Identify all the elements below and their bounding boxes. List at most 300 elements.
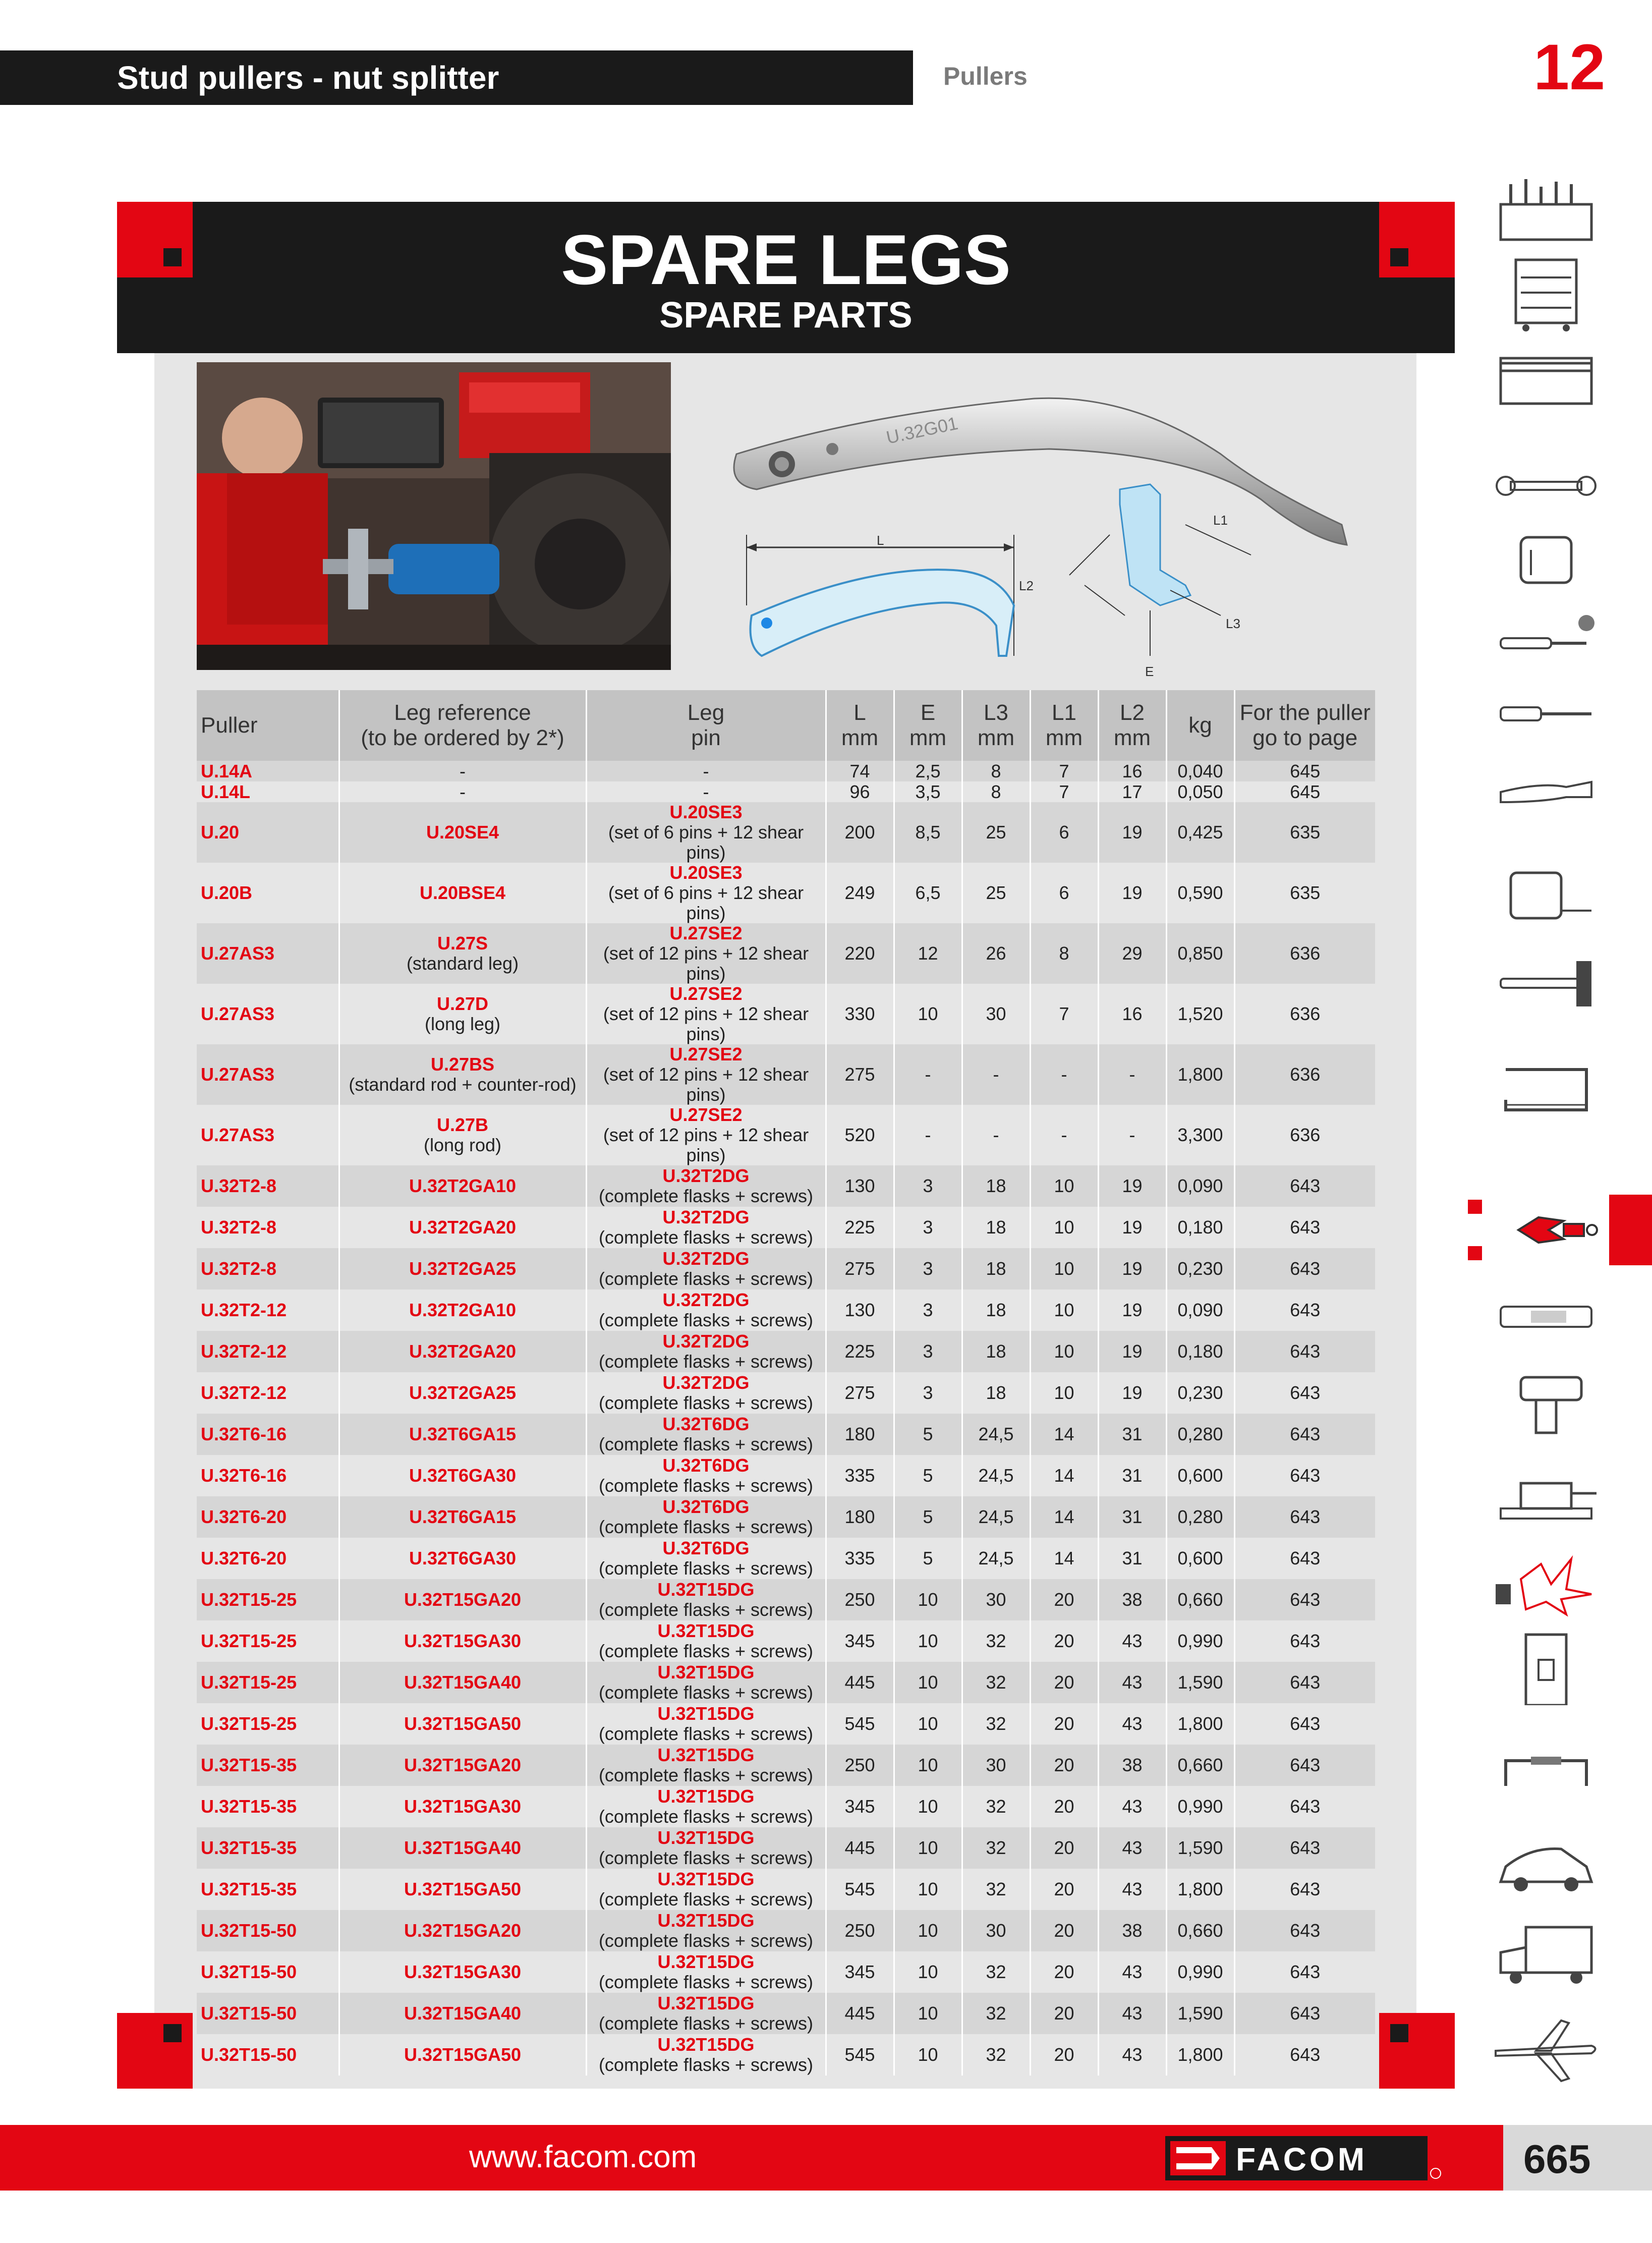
cell-l2: 43: [1098, 1620, 1166, 1662]
cell-leg-reference: U.32T15GA50: [339, 1869, 586, 1910]
cell-l: 330: [826, 984, 894, 1044]
cell-l: 545: [826, 1869, 894, 1910]
cell-leg-reference: -: [339, 761, 586, 781]
cell-leg-pin: U.32T15DG (complete flasks + screws): [586, 1951, 826, 1993]
cell-kg: 1,800: [1166, 1703, 1234, 1745]
cell-l1: 14: [1030, 1455, 1098, 1496]
truck-icon[interactable]: [1491, 1917, 1602, 1993]
table-row: [197, 1331, 1375, 1372]
cell-page: 643: [1234, 1910, 1375, 1951]
ratchet-icon[interactable]: [1491, 598, 1602, 674]
cell-l: 345: [826, 1786, 894, 1827]
cell-l1: 10: [1030, 1248, 1098, 1289]
cell-leg-pin: U.32T6DG (complete flasks + screws): [586, 1538, 826, 1579]
cell-leg-pin: -: [586, 761, 826, 781]
cell-l3: 18: [962, 1207, 1030, 1248]
cell-l1: 20: [1030, 1786, 1098, 1827]
cell-e: 6,5: [894, 863, 962, 923]
cell-kg: 0,090: [1166, 1165, 1234, 1207]
cell-l3: 30: [962, 1910, 1030, 1951]
cell-puller: U.14A: [197, 761, 339, 781]
table-header-row: [197, 690, 1375, 761]
cell-l: 220: [826, 923, 894, 984]
cell-page: 636: [1234, 923, 1375, 984]
cell-puller: U.14L: [197, 781, 339, 802]
cell-e: 10: [894, 1869, 962, 1910]
cell-leg-reference: U.32T15GA20: [339, 1579, 586, 1620]
brand-name: FACOM: [1236, 2141, 1368, 2177]
tool-box-icon[interactable]: [1491, 343, 1602, 419]
cell-page: 643: [1234, 1993, 1375, 2034]
cell-l: 445: [826, 1827, 894, 1869]
cell-puller: U.32T2-8: [197, 1207, 339, 1248]
leg-marking: U.32G01: [884, 412, 960, 448]
cell-l: 545: [826, 1703, 894, 1745]
cell-e: 3: [894, 1207, 962, 1248]
cell-kg: 1,590: [1166, 1827, 1234, 1869]
cell-leg-reference: U.27S (standard leg): [339, 923, 586, 984]
cell-l1: 20: [1030, 1662, 1098, 1703]
cell-puller: U.32T2-8: [197, 1165, 339, 1207]
cell-l3: 24,5: [962, 1496, 1030, 1538]
cell-page: 643: [1234, 1207, 1375, 1248]
cell-l: 250: [826, 1910, 894, 1951]
cell-l: 335: [826, 1455, 894, 1496]
tool-assortment-icon[interactable]: [1491, 174, 1602, 250]
cell-l2: 43: [1098, 1951, 1166, 1993]
cell-l3: 24,5: [962, 1414, 1030, 1455]
cell-puller: U.32T2-8: [197, 1248, 339, 1289]
cell-leg-pin: U.32T2DG (complete flasks + screws): [586, 1289, 826, 1331]
cell-leg-reference: U.27BS (standard rod + counter-rod): [339, 1044, 586, 1105]
cell-leg-reference: U.32T15GA30: [339, 1786, 586, 1827]
cell-puller: U.32T2-12: [197, 1289, 339, 1331]
cell-leg-reference: U.32T15GA30: [339, 1951, 586, 1993]
cell-l3: 8: [962, 761, 1030, 781]
cell-kg: 0,600: [1166, 1455, 1234, 1496]
cell-page: 645: [1234, 761, 1375, 781]
cell-l: 225: [826, 1331, 894, 1372]
cell-puller: U.32T15-50: [197, 1951, 339, 1993]
cell-e: 8,5: [894, 802, 962, 863]
cell-puller: U.32T15-25: [197, 1620, 339, 1662]
table-row: [197, 1993, 1375, 2034]
cell-puller: U.27AS3: [197, 984, 339, 1044]
cell-l1: 14: [1030, 1414, 1098, 1455]
cell-l1: 6: [1030, 863, 1098, 923]
cell-e: 5: [894, 1538, 962, 1579]
col-kg: kg: [1166, 690, 1234, 761]
cell-l3: 8: [962, 781, 1030, 802]
cell-puller: U.32T2-12: [197, 1372, 339, 1414]
cell-kg: 0,040: [1166, 761, 1234, 781]
table-row: [197, 863, 1375, 923]
cell-l2: 31: [1098, 1455, 1166, 1496]
cell-page: 643: [1234, 1455, 1375, 1496]
table-row: [197, 984, 1375, 1044]
cell-kg: 0,230: [1166, 1248, 1234, 1289]
cell-l: 275: [826, 1044, 894, 1105]
cell-e: 10: [894, 984, 962, 1044]
page-number: 665: [1523, 2137, 1591, 2181]
cell-l2: 31: [1098, 1538, 1166, 1579]
cell-page: 643: [1234, 1289, 1375, 1331]
cell-e: 3: [894, 1331, 962, 1372]
cell-l: 130: [826, 1165, 894, 1207]
cell-l3: 24,5: [962, 1455, 1030, 1496]
cell-l3: 32: [962, 1662, 1030, 1703]
table-row: [197, 1165, 1375, 1207]
cell-l3: -: [962, 1105, 1030, 1165]
cell-page: 636: [1234, 984, 1375, 1044]
cell-leg-reference: U.32T15GA30: [339, 1620, 586, 1662]
col-L2: L2 mm: [1098, 690, 1166, 761]
hacksaw-icon[interactable]: [1491, 1049, 1602, 1125]
cell-kg: 0,660: [1166, 1579, 1234, 1620]
cell-leg-pin: U.32T15DG (complete flasks + screws): [586, 1993, 826, 2034]
torque-tester-icon[interactable]: [1491, 1276, 1602, 1352]
cell-e: 10: [894, 1786, 962, 1827]
cell-leg-pin: U.32T15DG (complete flasks + screws): [586, 1620, 826, 1662]
cell-leg-pin: U.32T15DG (complete flasks + screws): [586, 1579, 826, 1620]
cell-leg-reference: -: [339, 781, 586, 802]
cell-kg: 0,280: [1166, 1496, 1234, 1538]
cell-e: 10: [894, 1951, 962, 1993]
cell-kg: 0,990: [1166, 1786, 1234, 1827]
screwdriver-icon[interactable]: [1491, 676, 1602, 752]
cell-puller: U.32T6-16: [197, 1414, 339, 1455]
cell-puller: U.32T6-16: [197, 1455, 339, 1496]
cell-page: 643: [1234, 1165, 1375, 1207]
table-row: [197, 1496, 1375, 1538]
cell-page: 643: [1234, 1248, 1375, 1289]
cell-puller: U.32T15-50: [197, 2034, 339, 2076]
table-row: [197, 761, 1375, 781]
cell-puller: U.32T15-50: [197, 1993, 339, 2034]
cell-page: 643: [1234, 1869, 1375, 1910]
cell-leg-pin: -: [586, 781, 826, 802]
cell-puller: U.32T6-20: [197, 1496, 339, 1538]
cell-page: 643: [1234, 1662, 1375, 1703]
cell-l1: 6: [1030, 802, 1098, 863]
table-row: [197, 1579, 1375, 1620]
cell-l: 249: [826, 863, 894, 923]
cell-e: 10: [894, 1827, 962, 1869]
tape-measure-icon[interactable]: [1491, 853, 1602, 928]
cell-page: 635: [1234, 802, 1375, 863]
col-page: For the puller go to page: [1234, 690, 1375, 761]
cell-page: 635: [1234, 863, 1375, 923]
cell-l2: 19: [1098, 1248, 1166, 1289]
cell-puller: U.32T15-25: [197, 1703, 339, 1745]
cell-page: 643: [1234, 1703, 1375, 1745]
cell-l3: 32: [962, 2034, 1030, 2076]
cell-puller: U.27AS3: [197, 923, 339, 984]
cell-e: 10: [894, 1703, 962, 1745]
cell-leg-reference: U.32T2GA25: [339, 1248, 586, 1289]
cell-l3: 25: [962, 802, 1030, 863]
active-category-marker: [1463, 1195, 1652, 1265]
cell-e: 3,5: [894, 781, 962, 802]
cell-kg: 0,590: [1166, 863, 1234, 923]
cell-l2: 38: [1098, 1579, 1166, 1620]
cell-e: 10: [894, 1993, 962, 2034]
cell-e: 10: [894, 1910, 962, 1951]
cell-l1: 20: [1030, 1579, 1098, 1620]
cell-page: 643: [1234, 1620, 1375, 1662]
dim-label-L3: L3: [1226, 616, 1240, 631]
table-row: [197, 1869, 1375, 1910]
cell-leg-pin: U.32T2DG (complete flasks + screws): [586, 1372, 826, 1414]
cell-l1: 20: [1030, 1745, 1098, 1786]
cell-l3: 18: [962, 1248, 1030, 1289]
cell-l: 335: [826, 1538, 894, 1579]
cell-page: 643: [1234, 1538, 1375, 1579]
cell-kg: 0,990: [1166, 1951, 1234, 1993]
cell-puller: U.27AS3: [197, 1044, 339, 1105]
cell-l1: 7: [1030, 984, 1098, 1044]
cell-leg-pin: U.32T6DG (complete flasks + screws): [586, 1496, 826, 1538]
dim-label-L1: L1: [1213, 513, 1228, 528]
cell-l3: 30: [962, 1579, 1030, 1620]
corner-ornament: [117, 2013, 193, 2089]
cell-page: 643: [1234, 2034, 1375, 2076]
table-row: [197, 1662, 1375, 1703]
section-label: Pullers: [943, 62, 1028, 90]
cell-e: 10: [894, 1579, 962, 1620]
cell-leg-reference: U.27D (long leg): [339, 984, 586, 1044]
cell-page: 643: [1234, 1579, 1375, 1620]
cell-e: -: [894, 1105, 962, 1165]
cell-leg-pin: U.32T15DG (complete flasks + screws): [586, 2034, 826, 2076]
cell-l1: 10: [1030, 1331, 1098, 1372]
cell-l2: 19: [1098, 802, 1166, 863]
cell-kg: 0,180: [1166, 1331, 1234, 1372]
cell-leg-pin: U.32T15DG (complete flasks + screws): [586, 1827, 826, 1869]
cell-e: 12: [894, 923, 962, 984]
cell-puller: U.27AS3: [197, 1105, 339, 1165]
cell-page: 643: [1234, 1496, 1375, 1538]
cell-kg: 0,180: [1166, 1207, 1234, 1248]
table-row: [197, 1910, 1375, 1951]
product-photo: [197, 362, 671, 670]
chapter-number: 12: [1533, 31, 1606, 103]
socket-icon[interactable]: [1491, 520, 1602, 595]
cell-e: 5: [894, 1455, 962, 1496]
cell-l2: -: [1098, 1105, 1166, 1165]
cell-leg-reference: U.27B (long rod): [339, 1105, 586, 1165]
cell-kg: 0,660: [1166, 1910, 1234, 1951]
cell-leg-reference: U.32T6GA15: [339, 1496, 586, 1538]
cell-l3: 18: [962, 1289, 1030, 1331]
cell-page: 636: [1234, 1105, 1375, 1165]
spare-legs-table: [197, 690, 1375, 2076]
dim-label-L2: L2: [1019, 578, 1034, 593]
table-row: [197, 781, 1375, 802]
cell-leg-reference: U.20BSE4: [339, 863, 586, 923]
cell-leg-pin: U.20SE3 (set of 6 pins + 12 shear pins): [586, 863, 826, 923]
cell-kg: 1,590: [1166, 1993, 1234, 2034]
table-row: [197, 1289, 1375, 1331]
cell-l2: 29: [1098, 923, 1166, 984]
cell-kg: 0,050: [1166, 781, 1234, 802]
cell-leg-reference: U.32T15GA50: [339, 1703, 586, 1745]
cell-e: 3: [894, 1289, 962, 1331]
cell-l2: 17: [1098, 781, 1166, 802]
impact-wrench-icon[interactable]: [1491, 1362, 1602, 1438]
col-L1: L1 mm: [1030, 690, 1098, 761]
cell-e: 10: [894, 1620, 962, 1662]
cell-leg-pin: U.32T6DG (complete flasks + screws): [586, 1455, 826, 1496]
table-row: [197, 1620, 1375, 1662]
cell-leg-reference: U.32T2GA10: [339, 1289, 586, 1331]
cell-kg: 1,800: [1166, 2034, 1234, 2076]
cell-l2: 19: [1098, 1331, 1166, 1372]
cell-kg: 0,090: [1166, 1289, 1234, 1331]
cell-leg-pin: U.27SE2 (set of 12 pins + 12 shear pins): [586, 984, 826, 1044]
cell-l: 130: [826, 1289, 894, 1331]
cell-page: 643: [1234, 1745, 1375, 1786]
car-icon[interactable]: [1491, 1826, 1602, 1902]
cell-l2: -: [1098, 1044, 1166, 1105]
footer-url[interactable]: www.facom.com: [469, 2140, 697, 2174]
table-row: [197, 2034, 1375, 2076]
cell-l: 345: [826, 1620, 894, 1662]
spark-icon[interactable]: [1491, 1544, 1602, 1619]
cell-l2: 43: [1098, 1786, 1166, 1827]
table-row: [197, 1786, 1375, 1827]
page-title: Stud pullers - nut splitter: [117, 60, 499, 96]
airplane-icon[interactable]: [1491, 2010, 1602, 2086]
table-row: [197, 1951, 1375, 1993]
bench-vise-icon[interactable]: [1491, 1453, 1602, 1529]
cell-l1: 8: [1030, 923, 1098, 984]
cell-e: 5: [894, 1496, 962, 1538]
cell-l: 445: [826, 1662, 894, 1703]
cell-l1: -: [1030, 1105, 1098, 1165]
cell-puller: U.32T2-12: [197, 1331, 339, 1372]
cell-l2: 43: [1098, 2034, 1166, 2076]
combination-wrench-icon[interactable]: [1491, 449, 1602, 525]
dim-label-L: L: [877, 533, 884, 548]
col-E: E mm: [894, 690, 962, 761]
table-row: [197, 1044, 1375, 1105]
cell-leg-pin: U.32T2DG (complete flasks + screws): [586, 1331, 826, 1372]
cell-puller: U.32T15-25: [197, 1662, 339, 1703]
cell-e: 3: [894, 1165, 962, 1207]
cell-puller: U.20B: [197, 863, 339, 923]
cell-l2: 19: [1098, 1372, 1166, 1414]
cell-leg-reference: U.32T15GA20: [339, 1745, 586, 1786]
cell-leg-pin: U.32T15DG (complete flasks + screws): [586, 1662, 826, 1703]
cell-leg-reference: U.32T2GA10: [339, 1165, 586, 1207]
cell-e: -: [894, 1044, 962, 1105]
cell-leg-pin: U.32T6DG (complete flasks + screws): [586, 1414, 826, 1455]
insulated-handle-icon[interactable]: [1491, 1730, 1602, 1806]
cell-leg-reference: U.20SE4: [339, 802, 586, 863]
cell-l: 520: [826, 1105, 894, 1165]
hammer-icon[interactable]: [1491, 943, 1602, 1019]
cell-l2: 16: [1098, 761, 1166, 781]
cell-l2: 43: [1098, 1703, 1166, 1745]
cell-puller: U.32T15-35: [197, 1786, 339, 1827]
cell-l2: 38: [1098, 1745, 1166, 1786]
cell-l1: 20: [1030, 1910, 1098, 1951]
cell-e: 3: [894, 1248, 962, 1289]
cell-kg: 0,280: [1166, 1414, 1234, 1455]
cell-puller: U.32T15-35: [197, 1869, 339, 1910]
cell-l3: 30: [962, 1745, 1030, 1786]
cell-l2: 43: [1098, 1993, 1166, 2034]
cell-kg: 1,800: [1166, 1869, 1234, 1910]
cell-kg: 0,600: [1166, 1538, 1234, 1579]
cell-page: 643: [1234, 1414, 1375, 1455]
cell-l: 275: [826, 1248, 894, 1289]
cell-e: 2,5: [894, 761, 962, 781]
cell-l1: 20: [1030, 1703, 1098, 1745]
cell-l3: -: [962, 1044, 1030, 1105]
table-row: [197, 1538, 1375, 1579]
cell-l3: 18: [962, 1331, 1030, 1372]
cell-l2: 43: [1098, 1662, 1166, 1703]
cell-l3: 18: [962, 1165, 1030, 1207]
cell-l2: 43: [1098, 1827, 1166, 1869]
cell-l3: 32: [962, 1827, 1030, 1869]
cell-l1: 10: [1030, 1207, 1098, 1248]
col-L3: L3 mm: [962, 690, 1030, 761]
cell-e: 3: [894, 1372, 962, 1414]
cell-l3: 25: [962, 863, 1030, 923]
cell-leg-pin: U.32T15DG (complete flasks + screws): [586, 1786, 826, 1827]
cell-leg-reference: U.32T15GA20: [339, 1910, 586, 1951]
col-leg-pin: Leg pin: [586, 690, 826, 761]
cell-l1: 14: [1030, 1538, 1098, 1579]
cell-puller: U.32T15-50: [197, 1910, 339, 1951]
cell-e: 10: [894, 1745, 962, 1786]
cell-l2: 38: [1098, 1910, 1166, 1951]
cell-puller: U.32T15-35: [197, 1827, 339, 1869]
cell-l3: 32: [962, 1869, 1030, 1910]
cell-e: 5: [894, 1414, 962, 1455]
cell-l1: 10: [1030, 1372, 1098, 1414]
cell-kg: 1,590: [1166, 1662, 1234, 1703]
cell-l3: 30: [962, 984, 1030, 1044]
cell-kg: 0,425: [1166, 802, 1234, 863]
cell-puller: U.32T6-20: [197, 1538, 339, 1579]
cell-l: 545: [826, 2034, 894, 2076]
cell-puller: U.32T15-35: [197, 1745, 339, 1786]
table-row: [197, 1455, 1375, 1496]
cell-leg-pin: U.27SE2 (set of 12 pins + 12 shear pins): [586, 1044, 826, 1105]
facom-logo: [1165, 2136, 1443, 2180]
table-row: [197, 1414, 1375, 1455]
cell-l: 180: [826, 1496, 894, 1538]
cell-page: 643: [1234, 1951, 1375, 1993]
cell-l3: 26: [962, 923, 1030, 984]
cell-leg-pin: U.32T2DG (complete flasks + screws): [586, 1165, 826, 1207]
cell-leg-reference: U.32T15GA40: [339, 1993, 586, 2034]
pliers-icon[interactable]: [1491, 757, 1602, 832]
cell-l3: 24,5: [962, 1538, 1030, 1579]
cell-l1: 10: [1030, 1165, 1098, 1207]
roller-cabinet-icon[interactable]: [1491, 257, 1602, 333]
table-row: [197, 802, 1375, 863]
circuit-breaker-icon[interactable]: [1491, 1630, 1602, 1705]
cell-l3: 32: [962, 1993, 1030, 2034]
cell-leg-reference: U.32T15GA40: [339, 1827, 586, 1869]
cell-l1: 20: [1030, 1620, 1098, 1662]
cell-l1: 20: [1030, 2034, 1098, 2076]
